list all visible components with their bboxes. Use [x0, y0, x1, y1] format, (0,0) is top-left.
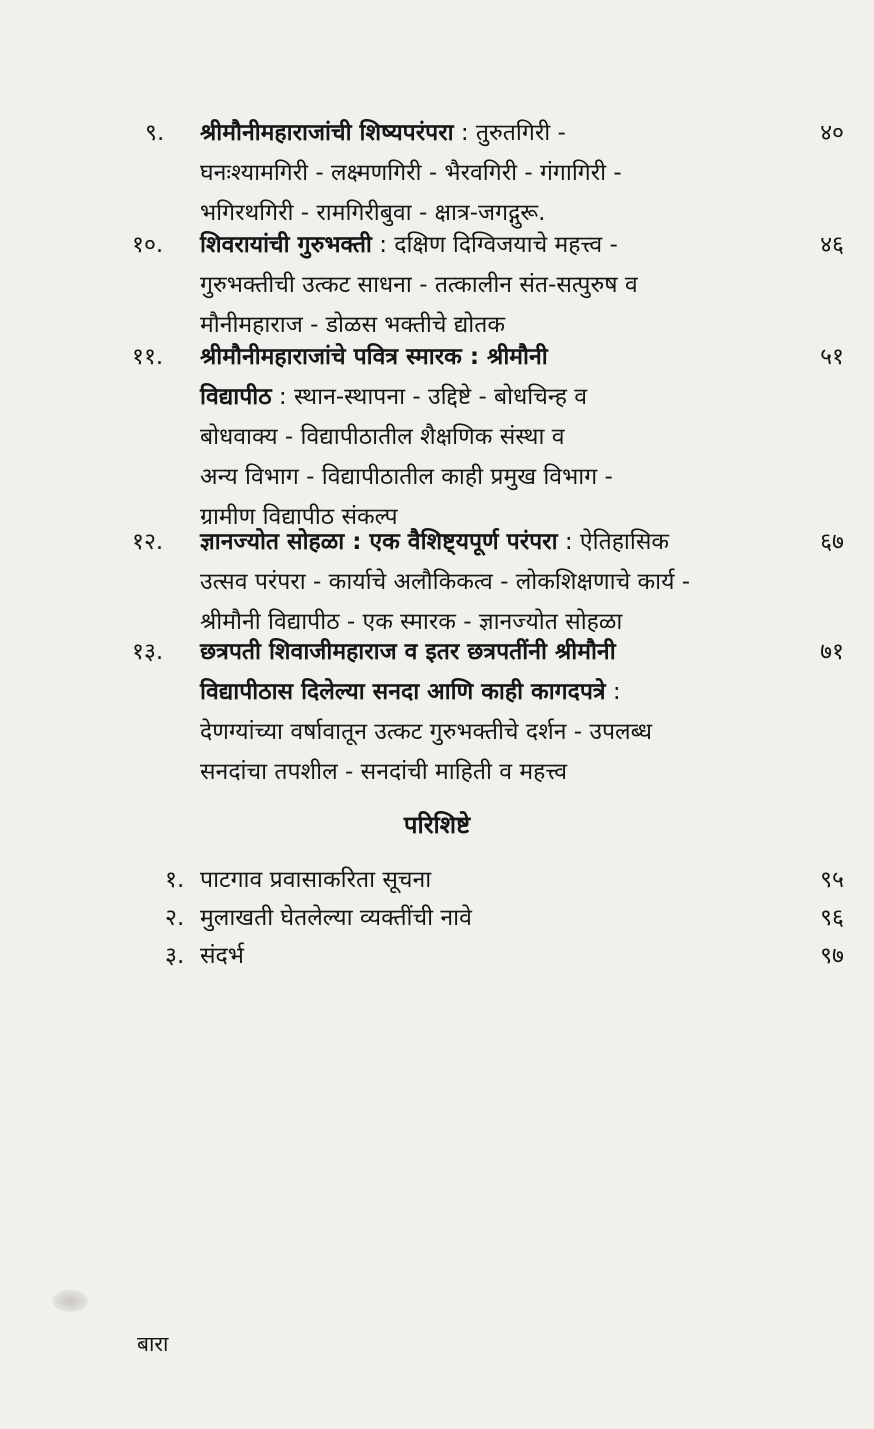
entry-title: विद्यापीठास दिलेल्या सनदा आणि काही कागदपत्रे: [200, 679, 606, 705]
entry-text: घनःश्यामगिरी - लक्ष्मणगिरी - भैरवगिरी - गंगागिरी -: [200, 160, 622, 186]
entry-line: [200, 672, 621, 712]
entry-text: : दक्षिण दिग्विजयाचे महत्त्व -: [371, 232, 618, 258]
entry-line: [200, 457, 613, 497]
appendix-page-number: ९६: [820, 905, 844, 931]
entry-title: श्रीमौनीमहाराजांची शिष्यपरंपरा: [200, 120, 454, 146]
ink-smudge: [52, 1290, 88, 1312]
entry-page-number: ५१: [820, 344, 844, 370]
entry-number: १०.: [132, 232, 164, 258]
entry-page-number: ४०: [820, 120, 844, 146]
entry-number: १२.: [132, 529, 164, 555]
entry-title: छत्रपती शिवाजीमहाराज व इतर छत्रपतींनी श्रीमौनी: [200, 639, 616, 665]
entry-text: बोधवाक्य - विद्यापीठातील शैक्षणिक संस्था व: [200, 424, 565, 450]
entry-text: सनदांचा तपशील - सनदांची माहिती व महत्त्व: [200, 759, 567, 785]
appendix-title: पाटगाव प्रवासाकरिता सूचना: [200, 867, 432, 893]
entry-line: [200, 153, 622, 193]
entry-page-number: ४६: [820, 232, 844, 258]
entry-line: [200, 265, 638, 305]
entry-line: [200, 522, 669, 562]
entry-text: उत्सव परंपरा - कार्याचे अलौकिकत्व - लोकशिक्षणाचे कार्य -: [200, 569, 691, 595]
entry-line: [200, 337, 548, 377]
entry-text: देणग्यांच्या वर्षावातून उत्कट गुरुभक्तीचे दर्शन - उपलब्ध: [200, 719, 653, 745]
entry-line: [200, 712, 652, 752]
entry-text: ग्रामीण विद्यापीठ संकल्प: [200, 504, 398, 530]
entry-page-number: ६७: [820, 529, 844, 555]
entry-title: श्रीमौनीमहाराजांचे पवित्र स्मारक : श्रीमौनी: [200, 344, 548, 370]
entry-line: [200, 417, 565, 457]
appendix-number: १.: [165, 867, 185, 893]
entry-line: [200, 562, 690, 602]
appendix-number: २.: [165, 905, 185, 931]
entry-text: श्रीमौनी विद्यापीठ - एक स्मारक - ज्ञानज्योत सोहळा: [200, 609, 623, 635]
entry-number: ९.: [145, 120, 165, 146]
entry-page-number: ७१: [820, 639, 844, 665]
entry-text: : स्थान-स्थापना - उद्दिष्टे - बोधचिन्ह व: [271, 384, 588, 410]
entry-line: [200, 225, 618, 265]
entry-line: [200, 752, 567, 792]
appendix-title: मुलाखती घेतलेल्या व्यक्तींची नावे: [200, 905, 472, 931]
entry-number: ११.: [132, 344, 164, 370]
page-footer: बारा: [137, 1332, 169, 1356]
entry-title: शिवरायांची गुरुभक्ती: [200, 232, 372, 258]
entry-text: अन्य विभाग - विद्यापीठातील काही प्रमुख विभाग -: [200, 464, 613, 490]
appendix-page-number: ९५: [820, 867, 844, 893]
entry-title: ज्ञानज्योत सोहळा : एक वैशिष्ट्यपूर्ण परंपरा: [200, 529, 558, 555]
entry-text: मौनीमहाराज - डोळस भक्तीचे द्योतक: [200, 312, 506, 338]
entry-text: :: [605, 679, 621, 705]
entry-text: भगिरथगिरी - रामगिरीबुवा - क्षात्र-जगद्गुरू.: [200, 200, 546, 226]
entry-text: : तुरुतगिरी -: [453, 120, 566, 146]
appendix-number: ३.: [165, 943, 185, 969]
appendix-title: संदर्भ: [200, 943, 244, 969]
entry-text: गुरुभक्तीची उत्कट साधना - तत्कालीन संत-सत्पुरुष व: [200, 272, 638, 298]
appendix-heading: परिशिष्टे: [403, 811, 471, 839]
entry-number: १३.: [132, 639, 164, 665]
entry-text: : ऐतिहासिक: [557, 529, 670, 555]
appendix-page-number: ९७: [820, 943, 844, 969]
entry-line: [200, 113, 566, 153]
entry-title: विद्यापीठ: [200, 384, 272, 410]
entry-line: [200, 632, 616, 672]
entry-line: [200, 377, 587, 417]
